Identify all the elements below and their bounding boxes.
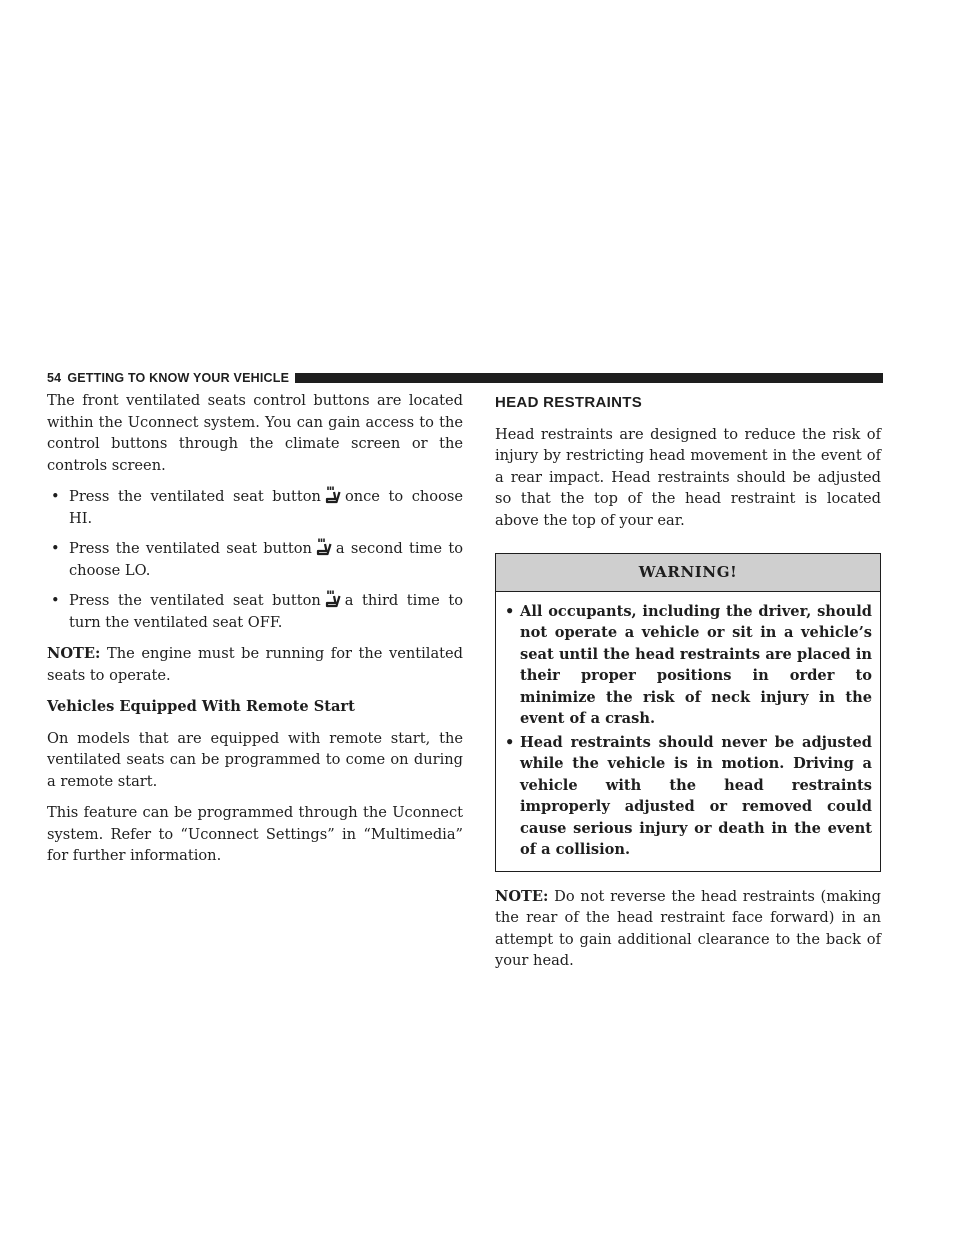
bullet: •	[51, 540, 60, 557]
page-header	[47, 370, 883, 386]
step-text-before: Press the ventilated seat button	[69, 540, 312, 557]
note-text: The engine must be running for the ventilated seats to operate.	[47, 645, 464, 684]
head-restraints-title: HEAD RESTRAINTS	[495, 394, 643, 411]
list-item	[47, 590, 463, 633]
warning-text: All occupants, including the driver, should not operate a vehicle or sit in a vehicle’s seat until the head restraints are placed in their proper positions in order to minimize the risk of neck injury in the event of a crash.	[520, 602, 872, 727]
right-column	[495, 390, 881, 982]
note-label: NOTE:	[47, 645, 101, 662]
ventilated-seat-steps	[47, 486, 463, 633]
warning-list	[504, 601, 872, 861]
note-paragraph	[47, 643, 463, 686]
bullet: •	[505, 602, 515, 620]
note-paragraph	[495, 886, 881, 972]
head-restraints-intro: Head restraints are designed to reduce the risk of injury by restricting head movement in the event of a rear impact. Head restraints should be adjusted so that the top of the head restraint is located above the top of your ear.	[495, 425, 881, 529]
page-number: 54	[47, 371, 62, 385]
step-text-before: Press the ventilated seat button	[69, 592, 321, 609]
warning-body	[496, 592, 880, 871]
header-rule	[295, 373, 883, 383]
warning-item	[504, 601, 872, 730]
left-column	[47, 390, 463, 877]
list-item	[47, 486, 463, 529]
intro-paragraph: The front ventilated seats control buttons are located within the Uconnect system. You can gain access to the control buttons through the climate screen or the controls screen.	[47, 392, 463, 474]
warning-box	[495, 553, 881, 872]
warning-title: WARNING!	[496, 554, 880, 592]
step-text-after: once to choose HI.	[69, 488, 463, 527]
remote-start-heading: Vehicles Equipped With Remote Start	[47, 698, 355, 715]
warning-item	[504, 732, 872, 861]
remote-start-paragraph: On models that are equipped with remote start, the ventilated seats can be programmed to come on during a remote start.	[47, 729, 463, 790]
note-text: Do not reverse the head restraints (making the rear of the head restraint face forward) in an attempt to gain additional clearance to the back of your head.	[495, 887, 881, 969]
uconnect-paragraph: This feature can be programmed through the Uconnect system. Refer to “Uconnect Settings” in “Multimedia” for further information.	[47, 804, 463, 864]
step-text-after: a third time to turn the ventilated seat OFF.	[69, 592, 463, 631]
section-title: GETTING TO KNOW YOUR VEHICLE	[67, 371, 290, 385]
bullet: •	[51, 488, 60, 505]
ventilated-seat-icon	[315, 538, 332, 556]
bullet: •	[505, 733, 515, 751]
bullet: •	[51, 592, 60, 609]
ventilated-seat-icon	[324, 486, 341, 504]
list-item	[47, 538, 463, 581]
step-text-before: Press the ventilated seat button	[69, 488, 321, 505]
ventilated-seat-icon	[324, 590, 341, 608]
note-label: NOTE:	[495, 887, 549, 905]
step-text-after: a second time to choose LO.	[69, 540, 463, 579]
warning-text: Head restraints should never be adjusted while the vehicle is in motion. Driving a vehicle with the head restraints improperly adjusted or removed could cause serious injury or death in the event of a collision.	[520, 733, 872, 858]
